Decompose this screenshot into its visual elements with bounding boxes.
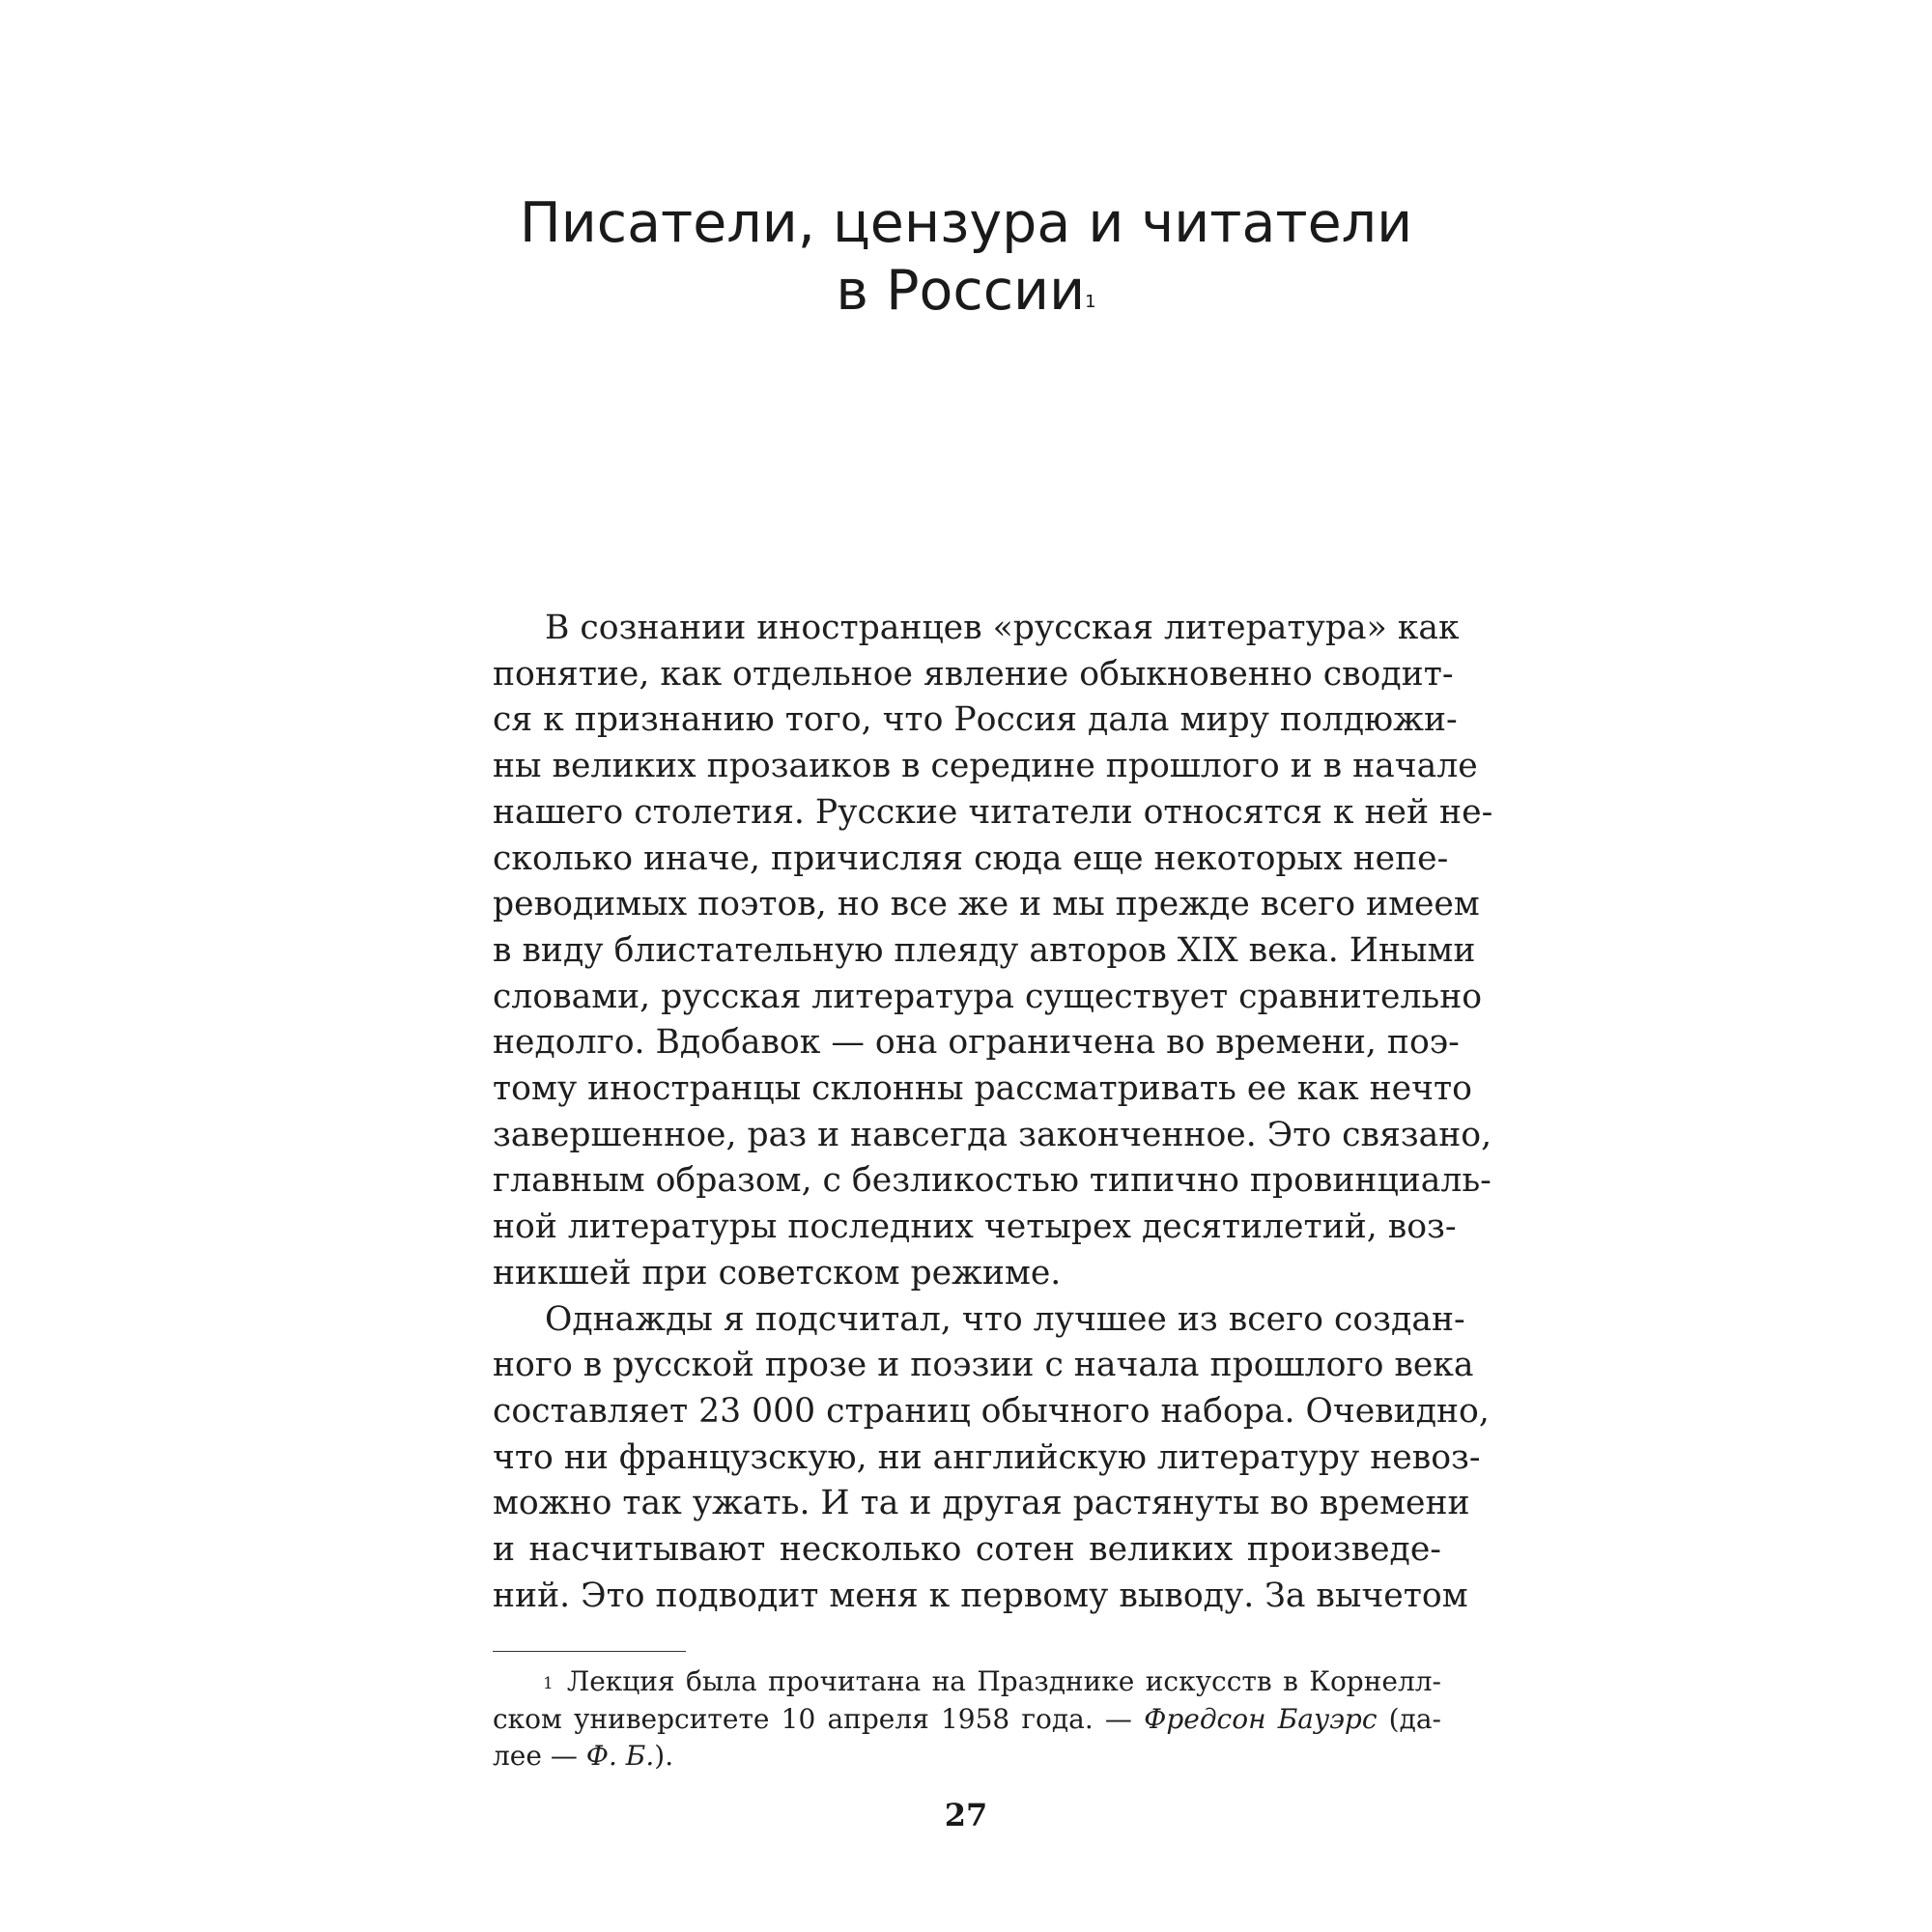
footnote-line-3 [493, 1738, 1441, 1776]
footnote-text: ). [654, 1740, 674, 1772]
footnote-text: ском университете 10 апреля 1958 года. — [493, 1702, 1145, 1735]
chapter-title-line-1: Писатели, цензура и читатели [519, 191, 1413, 255]
text-line: ной литературы последних четырех десятилетий, воз- [493, 1208, 1457, 1247]
footnote-line-1 [493, 1663, 1441, 1701]
text-line: ны великих прозаиков в середине прошлого и в начале [493, 747, 1478, 786]
footnote-line-2 [493, 1701, 1441, 1739]
footnote-mark: 1 [543, 1674, 554, 1693]
text-line: реводимых поэтов, но все же и мы прежде всего имеем [493, 885, 1480, 924]
body-text [493, 606, 1493, 1619]
text-line: В сознании иностранцев «русская литература» как [545, 609, 1460, 647]
chapter-title-line-2 [483, 257, 1449, 325]
text-line: ного в русской прозе и поэзии с начала прошлого века [493, 1346, 1474, 1385]
text-line: что ни французскую, ни английскую литературу невоз- [493, 1437, 1481, 1477]
chapter-title [483, 189, 1449, 325]
text-line: понятие, как отдельное явление обыкновенно сводит- [493, 654, 1454, 694]
footnote [493, 1663, 1441, 1776]
page-number: 27 [944, 1797, 988, 1833]
text-line: сколько иначе, причисляя сюда еще некоторых непе- [493, 838, 1449, 878]
text-line: никшей при советском режиме. [493, 1253, 1062, 1293]
footnote-initials: Ф. Б. [585, 1740, 655, 1772]
footnote-text: Лекция была прочитана на Празднике искусств в Корнелл- [566, 1665, 1441, 1697]
text-line: ний. Это подводит меня к первому выводу. За вычетом [493, 1576, 1468, 1615]
text-line: ся к признанию того, что Россия дала миру полдюжи- [493, 700, 1458, 740]
title-footnote-ref[interactable]: 1 [1085, 292, 1096, 312]
text-line: завершенное, раз и навсегда законченное. Это связано, [493, 1115, 1492, 1154]
text-line: в виду блистательную плеяду авторов XIX века. Иными [493, 930, 1476, 970]
text-line: можно так ужать. И та и другая растянуты во времени [493, 1484, 1470, 1523]
text-line: словами, русская литература существует сравнительно [493, 977, 1483, 1016]
text-line: составляет 23 000 страниц обычного набора. Очевидно, [493, 1391, 1490, 1431]
chapter-title-text-2: в России [836, 259, 1086, 323]
footnote-author: Фредсон Бауэрс [1144, 1702, 1378, 1735]
footnote-divider [493, 1651, 686, 1652]
text-line: главным образом, с безликостью типично провинциаль- [493, 1161, 1492, 1201]
text-line: тому иностранцы склонны рассматривать ее как нечто [493, 1069, 1472, 1109]
footnote-text: лее — [493, 1740, 586, 1772]
footnote-text: (да- [1377, 1702, 1442, 1735]
text-line: и насчитывают несколько сотен великих произведе- [493, 1530, 1441, 1570]
text-line: Однажды я подсчитал, что лучшее из всего создан- [545, 1299, 1465, 1339]
text-line: недолго. Вдобавок — она ограничена во времени, поэ- [493, 1023, 1460, 1063]
text-line: нашего столетия. Русские читатели относятся к ней не- [493, 792, 1493, 832]
